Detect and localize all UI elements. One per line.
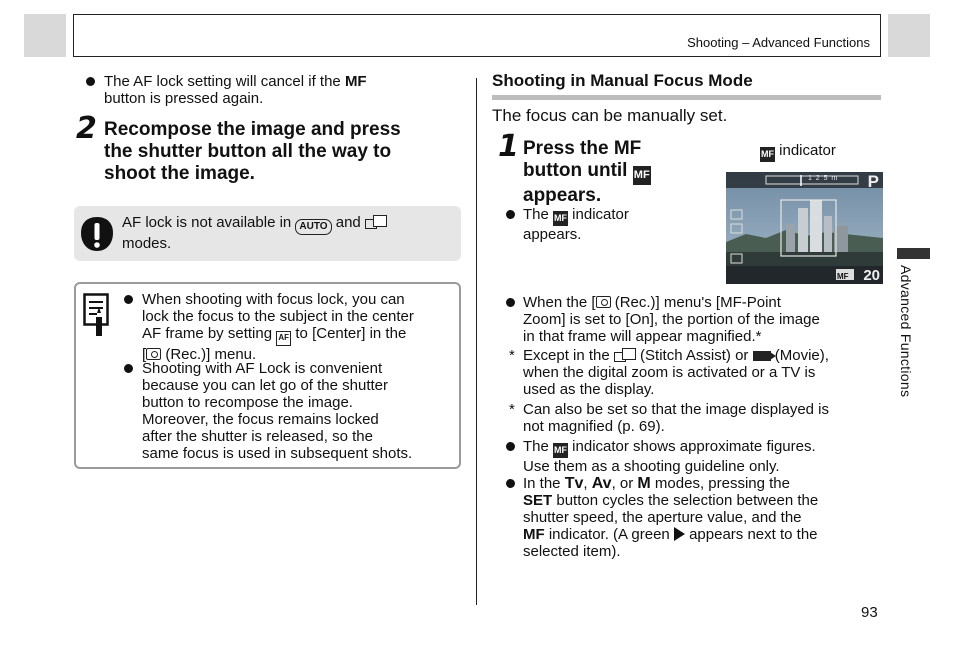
bullet-dot (124, 364, 133, 373)
column-divider (476, 78, 477, 605)
step-number-1: 1 (498, 129, 519, 164)
intro-text: The focus can be manually set. (492, 106, 728, 125)
section-underline (492, 95, 881, 100)
mode-av-label: Av (591, 475, 612, 492)
note-memo-icon (83, 293, 109, 337)
bullet-mf-point-zoom: When the [ (Rec.)] menu's [MF-Point Zoom] is set to [On], the portion of the image in that frame will appear magnified.* (506, 294, 886, 345)
footnote-except: * Except in the (Stitch Assist) or (Movie), when the digital zoom is activated or a TV is used as the display. (509, 347, 829, 398)
step-number-2: 2 (76, 111, 97, 146)
caution-icon (80, 216, 114, 252)
chapter-tab-marker (897, 248, 930, 259)
mode-m-label: M (637, 475, 651, 492)
bullet-dot (506, 442, 515, 451)
caution-box (74, 206, 461, 261)
bullet-dot (86, 77, 95, 86)
camera-rec-icon (596, 296, 611, 308)
step-2-title: Recompose the image and press the shutter button all the way to shoot the image. (104, 119, 401, 184)
caution-text: AF lock is not available in AUTO and modes. (122, 214, 387, 253)
bullet-dot (506, 479, 515, 488)
corner-tab-right (888, 14, 930, 57)
lcd-preview-image (726, 172, 883, 284)
bullet-approximate-figures: The MF indicator shows approximate figures. Use them as a shooting guideline only. (506, 438, 886, 475)
note-box (74, 282, 461, 469)
section-header-title: Shooting – Advanced Functions (687, 35, 870, 50)
mf-indicator-icon: MF (553, 211, 568, 226)
bullet-dot (506, 298, 515, 307)
lcd-scale-text: 1 2 5 m (808, 175, 838, 182)
step-1-title: Press the MF button until MF appears. (523, 138, 650, 206)
page-number: 93 (861, 604, 878, 621)
mf-indicator-icon: MF (553, 443, 568, 458)
af-frame-icon: AF (276, 331, 291, 346)
mode-tv-label: Tv (564, 475, 584, 492)
page-header (73, 14, 881, 57)
lcd-mf-mark: MF (837, 272, 849, 281)
mf-indicator-icon: MF (633, 166, 651, 185)
lcd-scene (726, 172, 883, 284)
auto-mode-icon: AUTO (295, 219, 331, 235)
chapter-side-label: Advanced Functions (898, 265, 914, 398)
stitch-assist-icon (614, 348, 636, 362)
bullet-dot (124, 295, 133, 304)
indicator-label: MF indicator (760, 142, 836, 162)
section-title: Shooting in Manual Focus Mode (492, 71, 753, 90)
lcd-mode-p: P (867, 172, 879, 191)
bullet-modes-set: In the Tv, Av, or M modes, pressing the SET button cycles the selection between the shutter speed, the aperture value, and the MF indicator. (A green appears next to the selected item). (506, 475, 886, 560)
lcd-shot-count: 20 (863, 267, 880, 284)
bullet-mf-cancel: The AF lock setting will cancel if the MF button is pressed again. (86, 73, 456, 107)
note-bullet-focus-lock: When shooting with focus lock, you can lock the focus to the subject in the center AF frame by setting AF to [Center] in the [ (Rec.)] menu. (124, 291, 454, 363)
bullet-dot (506, 210, 515, 219)
movie-icon (753, 351, 771, 361)
camera-rec-icon (146, 348, 161, 360)
corner-tab-left (24, 14, 66, 57)
footnote-not-magnified: * Can also be set so that the image displayed is not magnified (p. 69). (509, 401, 830, 435)
mf-indicator-icon: MF (760, 147, 775, 162)
bullet-mf-appears: The MF indicator appears. (506, 206, 706, 243)
stitch-assist-icon (365, 215, 387, 229)
note-bullet-af-lock: Shooting with AF Lock is convenient because you can let go of the shutter button to recompose the image. Moreover, the focus remains locked after the shutter is released, so the same focus is used in subsequent shots. (124, 360, 454, 462)
play-triangle-icon (674, 527, 685, 541)
